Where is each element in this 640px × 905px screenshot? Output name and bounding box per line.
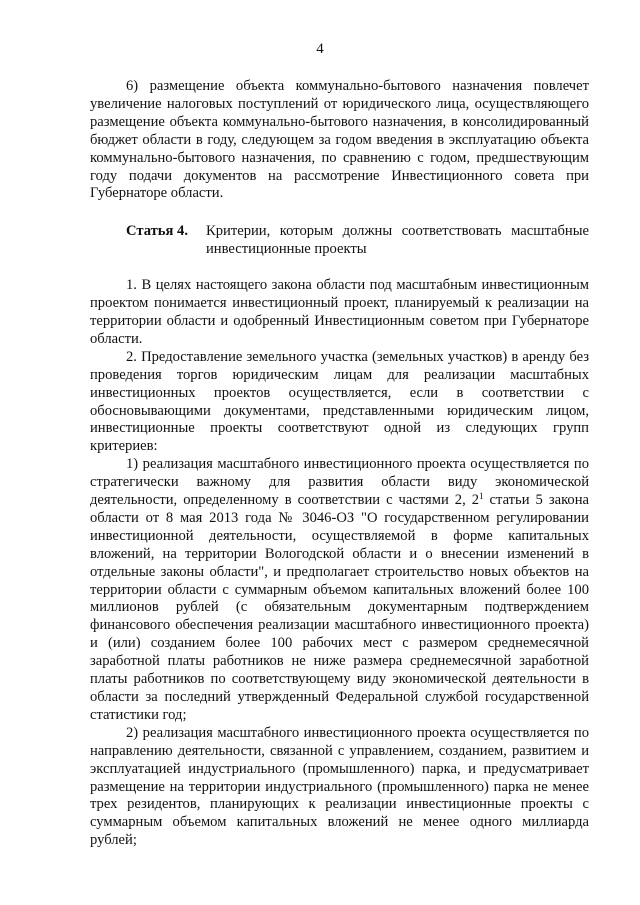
article-heading [90,223,589,259]
clause-1: 1. В целях настоящего закона области под масштабным инвестиционным проектом понимается инвестиционный проект, планируемый к реализации на территории области и одобренный Инвестиционным советом при Губернаторе области. [90,277,589,347]
criterion-1-text-start: 1) реализация масштабного инвестиционного проекта осуществляется по стратегически важному для развития области виду экономической деятельности, определенному в соответствии с частями 2, 2 [90,456,589,509]
criterion-1-text-end: статьи 5 закона области от 8 мая 2013 года № 3046-ОЗ "О государственном регулировании инвестиционной деятельности, осуществляемой в форме капитальных вложений, на территории Вологодской области и о внесении изменений в отдельные законы области", и предполагает строительство новых объектов на территории области с суммарным объемом капитальных вложений более 100 миллионов рублей (с обязательным документарным подтверждением финансового обеспечения реализации масштабного инвестиционного проекта) и (или) созданием более 100 рабочих мест с размером среднемесячной заработной платы работников не ниже размера среднемесячной заработной платы работников по соответствующему виду экономической деятельности в области за последний утвержденный Федеральной службой государственной статистики год; [90,492,589,723]
article-label: Статья 4. [126,223,188,240]
page-number: 4 [316,41,324,57]
criterion-1 [90,456,589,725]
clause-2: 2. Предоставление земельного участка (земельных участков) в аренду без проведения торгов юридическим лицам для реализации масштабных инвестиционных проектов осуществляется, если в соответствии с обосновывающими документами, представленными юридическим лицом, инвестиционные проекты соответствуют одной из следующих групп критериев: [90,348,589,455]
paragraph-item-6: 6) размещение объекта коммунально-бытового назначения повлечет увеличение налоговых поступлений от юридического лица, осуществляющего размещение объекта коммунально-бытового назначения, в консолидированный бюджет области в году, следующем за годом введения в эксплуатацию объекта коммунально-бытового назначения, по сравнению с годом, предшествующим году подачи документов на рассмотрение Инвестиционного совета при Губернаторе области. [90,78,589,202]
criterion-2: 2) реализация масштабного инвестиционного проекта осуществляется по направлению деятельности, связанной с управлением, созданием, развитием и эксплуатацией индустриального (промышленного) парка, и предусматривает размещение на территории индустриального (промышленного) парка не менее трех резидентов, планирующих к реализации инвестиционные проекты с суммарным объемом капитальных вложений не менее одного миллиарда рублей; [90,724,589,849]
superscript-1: 1 [479,491,484,502]
article-title: Критерии, которым должны соответствовать масштабные инвестиционные проекты [206,223,589,258]
document-body [90,78,589,850]
